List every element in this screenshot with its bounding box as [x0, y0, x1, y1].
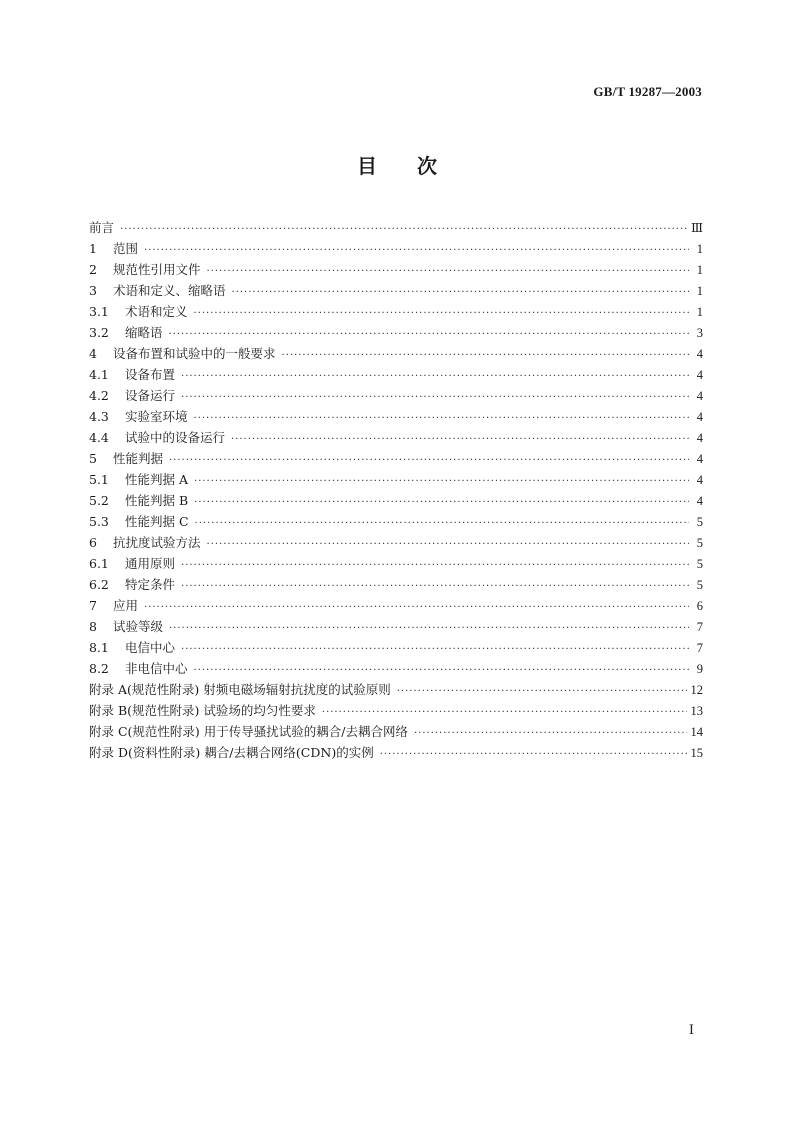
toc-dot-leader — [397, 681, 687, 702]
toc-entry-number: 7 — [89, 598, 97, 613]
toc-dot-leader — [414, 723, 687, 744]
table-of-contents — [89, 217, 703, 763]
toc-dot-leader — [194, 492, 689, 513]
toc-entry[interactable] — [89, 742, 703, 763]
toc-entry-page: Ⅲ — [690, 221, 703, 235]
toc-entry-page: 9 — [696, 662, 703, 676]
toc-entry-title: 术语和定义、缩略语 — [113, 283, 226, 298]
toc-entry-number: 6 — [89, 535, 97, 550]
toc-entry-title: 应用 — [113, 598, 139, 613]
toc-entry[interactable] — [89, 217, 703, 238]
toc-entry-page: 13 — [690, 704, 703, 718]
toc-dot-leader — [181, 387, 689, 408]
toc-entry-page: 7 — [696, 620, 703, 634]
toc-dot-leader — [231, 429, 689, 450]
toc-entry[interactable] — [89, 616, 703, 637]
toc-dot-leader — [380, 744, 687, 765]
toc-dot-leader — [169, 618, 689, 639]
toc-entry[interactable] — [89, 427, 703, 448]
toc-entry-title: 附录 B(规范性附录) 试验场的均匀性要求 — [89, 703, 316, 718]
toc-entry-page: 1 — [696, 263, 703, 277]
toc-entry-title: 实验室环境 — [125, 409, 188, 424]
toc-dot-leader — [282, 345, 689, 366]
toc-dot-leader — [181, 555, 689, 576]
toc-entry-title: 性能判据 — [113, 451, 164, 466]
toc-entry-page: 4 — [696, 410, 703, 424]
toc-entry-title: 性能判据 A — [125, 472, 189, 487]
toc-entry-number: 4.2 — [89, 388, 109, 403]
toc-entry-page: 4 — [696, 347, 703, 361]
toc-entry-page: 15 — [690, 746, 703, 760]
toc-entry-number: 8 — [89, 619, 97, 634]
toc-entry-page: 6 — [696, 599, 703, 613]
toc-entry[interactable] — [89, 238, 703, 259]
toc-entry[interactable] — [89, 721, 703, 742]
toc-entry-number: 1 — [89, 241, 97, 256]
toc-entry[interactable] — [89, 511, 703, 532]
toc-entry-title: 缩略语 — [125, 325, 163, 340]
toc-entry-number: 3.1 — [89, 304, 109, 319]
toc-entry-page: 5 — [696, 536, 703, 550]
toc-entry-title: 规范性引用文件 — [113, 262, 201, 277]
toc-entry[interactable] — [89, 637, 703, 658]
toc-dot-leader — [181, 366, 689, 387]
toc-entry-page: 1 — [696, 242, 703, 256]
toc-dot-leader — [169, 450, 689, 471]
toc-entry-page: 4 — [696, 431, 703, 445]
toc-entry-page: 4 — [696, 452, 703, 466]
toc-entry[interactable] — [89, 343, 703, 364]
toc-entry-number: 4 — [89, 346, 97, 361]
toc-entry[interactable] — [89, 595, 703, 616]
toc-entry-title: 非电信中心 — [125, 661, 188, 676]
toc-dot-leader — [194, 660, 689, 681]
toc-entry-number: 3 — [89, 283, 97, 298]
toc-dot-leader — [194, 471, 689, 492]
page-number: Ⅰ — [688, 1022, 694, 1037]
toc-entry-title: 附录 D(资料性附录) 耦合/去耦合网络(CDN)的实例 — [89, 745, 374, 760]
toc-dot-leader — [207, 261, 689, 282]
toc-dot-leader — [194, 408, 689, 429]
toc-entry[interactable] — [89, 469, 703, 490]
toc-entry-page: 4 — [696, 368, 703, 382]
toc-entry-page: 5 — [696, 578, 703, 592]
toc-entry-number: 5.2 — [89, 493, 109, 508]
toc-entry-number: 8.1 — [89, 640, 109, 655]
toc-entry-page: 1 — [696, 305, 703, 319]
toc-entry[interactable] — [89, 532, 703, 553]
toc-entry-title: 试验中的设备运行 — [125, 430, 226, 445]
toc-dot-leader — [194, 303, 689, 324]
toc-entry-title: 设备布置 — [125, 367, 176, 382]
toc-dot-leader — [120, 219, 687, 240]
toc-entry-number: 8.2 — [89, 661, 109, 676]
toc-entry-title: 附录 C(规范性附录) 用于传导骚扰试验的耦合/去耦合网络 — [89, 724, 408, 739]
toc-entry-page: 14 — [690, 725, 703, 739]
toc-entry-title: 设备布置和试验中的一般要求 — [113, 346, 276, 361]
toc-entry-title: 术语和定义 — [125, 304, 188, 319]
toc-entry-number: 3.2 — [89, 325, 109, 340]
toc-entry[interactable] — [89, 259, 703, 280]
toc-entry[interactable] — [89, 280, 703, 301]
toc-entry-title: 抗扰度试验方法 — [113, 535, 201, 550]
toc-dot-leader — [181, 639, 689, 660]
toc-entry-page: 1 — [696, 284, 703, 298]
toc-entry-page: 5 — [696, 515, 703, 529]
toc-entry-number: 5.1 — [89, 472, 109, 487]
toc-entry-page: 4 — [696, 389, 703, 403]
toc-dot-leader — [144, 597, 689, 618]
toc-entry-number: 2 — [89, 262, 97, 277]
standard-code: GB/T 19287—2003 — [593, 84, 702, 99]
toc-entry-number: 6.1 — [89, 556, 109, 571]
toc-entry-number: 4.3 — [89, 409, 109, 424]
toc-entry-number: 5 — [89, 451, 97, 466]
toc-entry-title: 附录 A(规范性附录) 射频电磁场辐射抗扰度的试验原则 — [89, 682, 391, 697]
toc-dot-leader — [232, 282, 689, 303]
toc-entry-number: 4.4 — [89, 430, 109, 445]
toc-entry-title: 试验等级 — [113, 619, 164, 634]
toc-entry-page: 12 — [690, 683, 703, 697]
toc-entry-number: 6.2 — [89, 577, 109, 592]
toc-entry-title: 性能判据 C — [125, 514, 189, 529]
toc-entry-title: 前言 — [89, 220, 115, 235]
page-title: 目次 — [357, 154, 477, 178]
toc-entry-page: 4 — [696, 473, 703, 487]
toc-entry[interactable] — [89, 364, 703, 385]
toc-entry[interactable] — [89, 385, 703, 406]
toc-dot-leader — [181, 576, 689, 597]
toc-entry[interactable] — [89, 553, 703, 574]
toc-dot-leader — [207, 534, 689, 555]
toc-entry[interactable] — [89, 490, 703, 511]
toc-entry[interactable] — [89, 700, 703, 721]
toc-entry-number: 5.3 — [89, 514, 109, 529]
toc-entry-page: 4 — [696, 494, 703, 508]
toc-entry[interactable] — [89, 448, 703, 469]
toc-entry-title: 特定条件 — [125, 577, 176, 592]
toc-entry-page: 3 — [696, 326, 703, 340]
toc-entry-page: 7 — [696, 641, 703, 655]
toc-entry[interactable] — [89, 679, 703, 700]
toc-entry-number: 4.1 — [89, 367, 109, 382]
toc-entry-page: 5 — [696, 557, 703, 571]
toc-entry-title: 范围 — [113, 241, 139, 256]
toc-entry[interactable] — [89, 406, 703, 427]
toc-entry-title: 性能判据 B — [125, 493, 189, 508]
toc-entry[interactable] — [89, 658, 703, 679]
toc-entry-title: 通用原则 — [125, 556, 176, 571]
toc-entry-title: 设备运行 — [125, 388, 176, 403]
toc-entry-title: 电信中心 — [125, 640, 176, 655]
toc-entry[interactable] — [89, 574, 703, 595]
toc-dot-leader — [195, 513, 689, 534]
toc-dot-leader — [322, 702, 687, 723]
toc-entry[interactable] — [89, 322, 703, 343]
toc-dot-leader — [144, 240, 689, 261]
toc-entry[interactable] — [89, 301, 703, 322]
toc-dot-leader — [169, 324, 689, 345]
